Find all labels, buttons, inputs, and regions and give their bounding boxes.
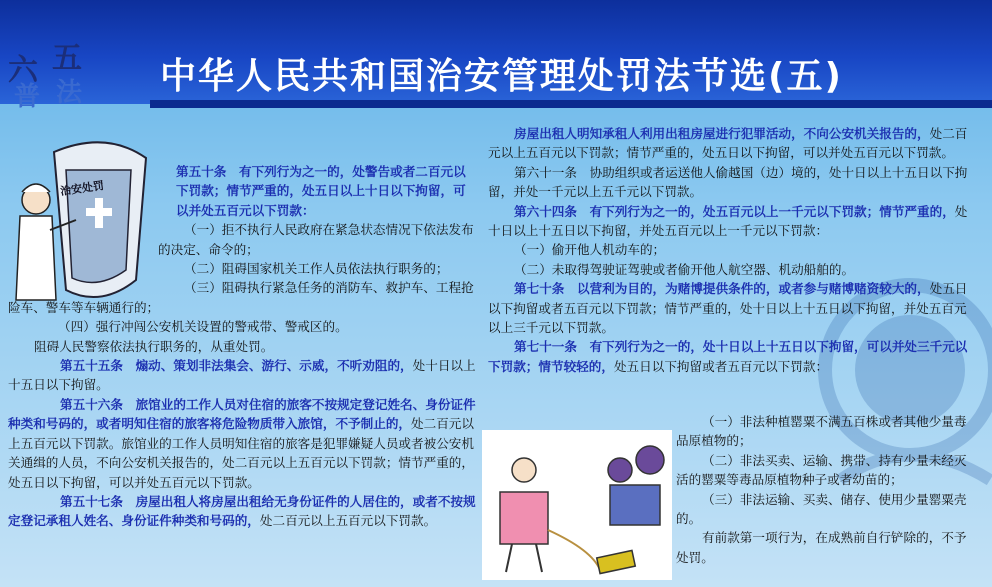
article-71-item-3: （三）非法运输、买卖、储存、使用少量罂粟壳的。 — [676, 491, 967, 527]
article-70-tail: 处五日以下拘留或者五百元以下罚款；情节严重的，处十日以上十五日以下拘留，并处五百元以上三千元以下罚款。 — [488, 281, 968, 336]
article-50-item-3: （三）阻碍执行紧急任务的消防车、救护车、工程抢险车、警车等车辆通行的； — [8, 280, 474, 315]
article-71-head: 第七十一条 有下列行为之一的，处十日以上十五日以下拘留，可以并处三千元以下罚款；情节较轻的， — [488, 339, 968, 374]
article-50-item-2: （二）阻碍国家机关工作人员依法执行职务的； — [184, 261, 449, 277]
logo-char: 五 — [52, 41, 82, 76]
article-64-item-2: （二）未取得驾驶证驾驶或者偷开他人航空器、机动船舶的。 — [514, 261, 855, 277]
left-column — [8, 162, 476, 531]
rental-tail: 处二百元以上五百元以下罚款；情节严重的，处五日以下拘留，可以并处五百元以下罚款。 — [488, 126, 968, 161]
article-71-tail: 处五日以下拘留或者五百元以下罚款： — [613, 358, 829, 374]
article-50-tail: 阻碍人民警察依法执行职务的，从重处罚。 — [34, 338, 274, 354]
article-50-item-1: （一）拒不执行人民政府在紧急状态情况下依法发布的决定、命令的； — [158, 222, 474, 257]
article-55-tail: 处十日以上十五日以下拘留。 — [8, 358, 476, 393]
header-stripe — [150, 100, 992, 108]
liuwu-pufa-logo — [8, 41, 100, 114]
article-50-item-4: （四）强行冲闯公安机关设置的警戒带、警戒区的。 — [58, 319, 348, 335]
article-64-tail: 处十日以上十五日以下拘留，并处五百元以上一千元以下罚款： — [488, 203, 968, 239]
article-64-head: 第六十四条 有下列行为之一的，处五百元以上一千元以下罚款；情节严重的， — [514, 203, 955, 219]
article-71-tail: 有前款第一项行为，在成熟前自行铲除的，不予处罚。 — [676, 530, 967, 565]
article-57-tail: 处二百元以上五百元以下罚款。 — [259, 513, 437, 529]
logo-char: 普 — [14, 82, 41, 112]
article-56-mid: 处二百元以上五百元以下罚款。旅馆业的工作人员明知住宿的旅客是犯罪嫌疑人员或者被公安机关通缉的人员，不向公安机关报告的，处二百元以上五百元以下罚款；情节严重的，处五日以下拘留，可以并处五百元以下罚款。 — [8, 416, 474, 490]
article-70-head: 第七十条 以营利为目的，为赌博提供条件的，或者参与赌博赌资较大的， — [514, 281, 930, 297]
logo-char: 法 — [56, 78, 83, 108]
gambling-trap-illustration — [482, 430, 672, 580]
page-title: 中华人民共和国治安管理处罚法节选(五) — [160, 56, 843, 97]
article-50-head: 第五十条 有下列行为之一的，处警告或者二百元以下罚款；情节严重的，处五日以上十日以下拘留，可以并处五百元以下罚款： — [176, 164, 466, 218]
logo-char: 六 — [8, 53, 38, 88]
article-71-item-2: （二）非法买卖、运输、携带、持有少量未经灭活的罂粟等毒品原植物种子或者幼苗的； — [676, 452, 967, 488]
article-57-head: 第五十七条 房屋出租人将房屋出租给无身份证件的人居住的，或者不按规定登记承租人姓名、身份证件种类和号码的， — [8, 493, 476, 529]
shield-label: 治安处罚 — [59, 178, 105, 198]
article-71-item-1: （一）非法种植罂粟不满五百株或者其他少量毒品原植物的； — [676, 414, 967, 449]
article-64-item-1: （一）偷开他人机动车的； — [514, 242, 666, 258]
article-71-items — [676, 412, 974, 567]
article-55-head: 第五十五条 煽动、策划非法集会、游行、示威，不听劝阻的， — [60, 358, 413, 374]
article-56-head: 第五十六条 旅馆业的工作人员对住宿的旅客不按规定登记姓名、身份证件种类和号码的，或者明知住宿的旅客将危险物质带入旅馆，不予制止的， — [8, 396, 476, 432]
right-column — [488, 124, 972, 376]
article-61: 第六十一条 协助组织或者运送他人偷越国（边）境的，处十日以上十五日以下拘留，并处一千元以上五千元以下罚款。 — [488, 164, 968, 200]
rental-head: 房屋出租人明知承租人利用出租房屋进行犯罪活动，不向公安机关报告的， — [514, 126, 930, 141]
